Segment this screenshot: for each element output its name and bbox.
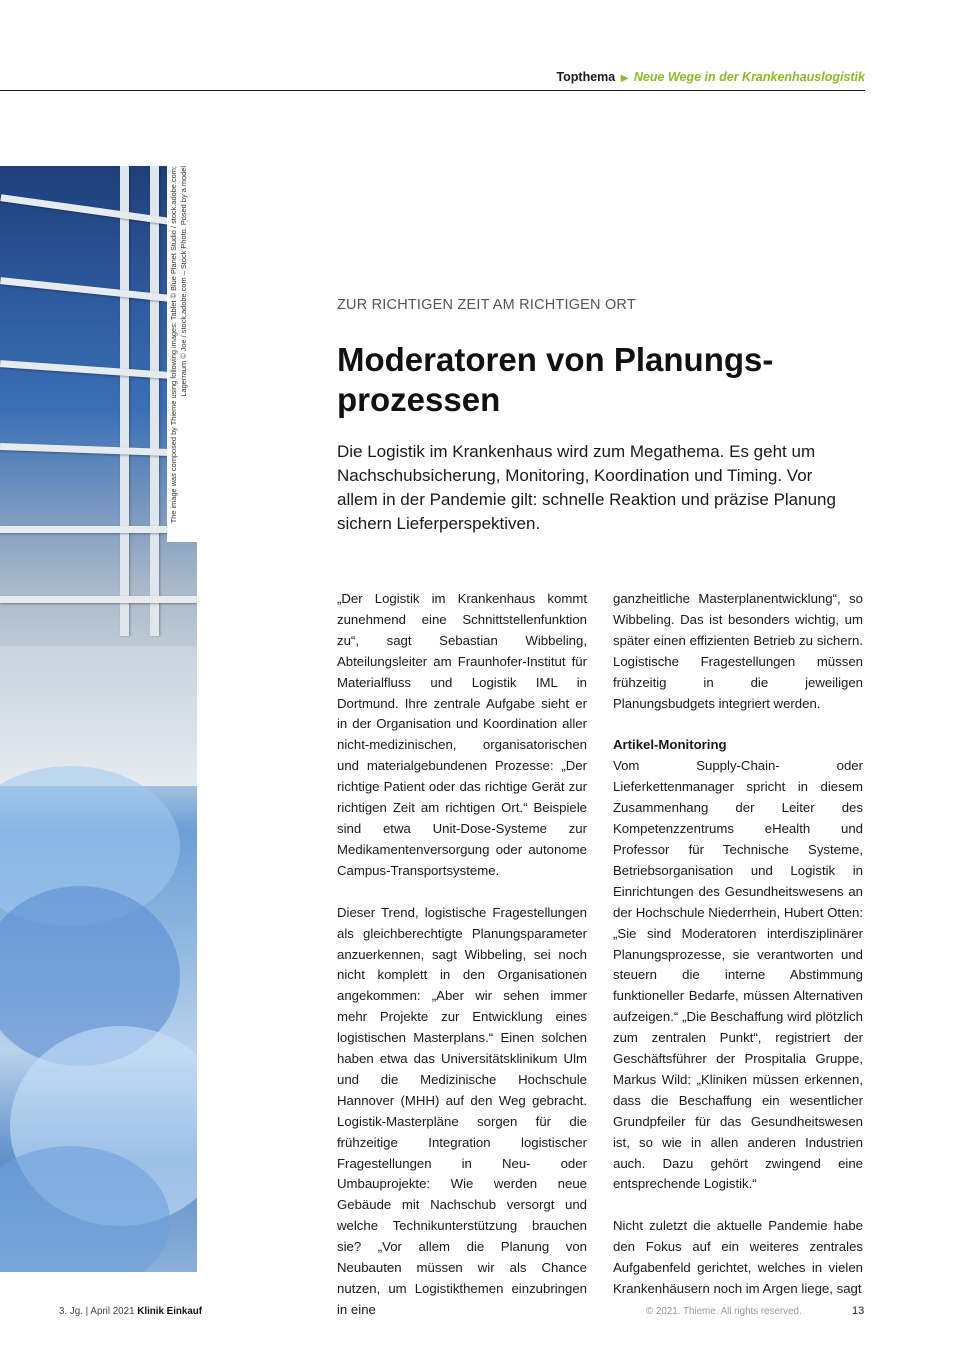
paragraph-gap: [613, 1195, 863, 1216]
photo-credit-text: The image was composed by Thieme using following images: Tablet © Blue Planet Studio / stock.adobe.com; Lagerraum © Joe / stock.adobe.com – Stock Photo. Posed by a model: [169, 166, 188, 524]
text-column-left: [337, 589, 587, 1321]
paragraph: Nicht zuletzt die aktuelle Pandemie habe den Fokus auf ein weiteres zentrales Aufgabenfeld gerichtet, welches in vielen Krankenhäusern noch im Argen liege, sagt: [613, 1218, 863, 1297]
shelf-bar: [0, 360, 170, 379]
shelf-post: [120, 166, 129, 636]
paragraph: Vom Supply-Chain- oder Lieferkettenmanager spricht in diesem Zusammenhang der Leiter des Kompetenzzentrums eHealth und Professor für Technische Systeme, Betriebsorganisation und Logistik in Einrichtungen des Gesundheitswesens an der Hochschule Niederrhein, Hubert Otten: „Sie sind Moderatoren interdisziplinärer Planungsprozesse, sie verantworten und steuern die interne Abstimmung funktioneller Bedarfe, müssen Alternativen aufzeigen.“ „Die Beschaffung wird plötzlich zum zentralen Punkt“, registriert der Geschäftsführer der Prospitalia Gruppe, Markus Wild: „Kliniken müssen erkennen, dass die Beschaffung ein wesentlicher Grundpfeiler für das Gesundheitswesen ist, so wie in allen anderen Industrien auch. Dazu gehört zwingend eine entsprechende Logistik.“: [613, 758, 863, 1192]
paragraph-gap: [337, 882, 587, 903]
header-arrow-icon: ▶: [620, 73, 629, 84]
header-section: Topthema: [556, 70, 616, 84]
subheading: Artikel-Monitoring: [613, 737, 727, 753]
photo-credit: [167, 166, 197, 542]
header-line: [0, 68, 865, 88]
paragraph: Dieser Trend, logistische Fragestellungen als gleichberechtigte Planungsparameter anzuerkennen, sagt Wibbeling, sei noch nicht komplett in den Organisationen angekommen: „Aber wir sehen immer mehr Projekte zur Entwicklung eines logistischen Masterplans.“ Einen solchen haben etwa das Universitätsklinikum Ulm und die Medizinische Hochschule Hannover (MHH) auf den Weg gebracht. Logistik-Masterpläne sorgen für die frühzeitige Integration logistischer Fragestellungen in Neu- oder Umbauprojekte: Wie werden neue Gebäude mit Nachschub versorgt und welche Technikunterstützung brauchen sie? „Vor allem die Planung von Neubauten müssen wir als Chance nutzen, um Logistikthemen einzubringen in eine: [337, 904, 587, 1317]
kicker: ZUR RICHTIGEN ZEIT AM RICHTIGEN ORT: [337, 297, 636, 313]
footer-copyright: © 2021. Thieme. All rights reserved.: [646, 1306, 802, 1317]
footer-publication: Klinik Einkauf: [137, 1306, 203, 1317]
shelf-bar: [0, 526, 170, 533]
page-number: 13: [852, 1305, 865, 1317]
shelf-bar: [0, 194, 169, 225]
shelf-post: [150, 166, 159, 636]
floor: [0, 646, 197, 786]
paragraph: „Der Logistik im Krankenhaus kommt zunehmend eine Schnittstellenfunktion zu“, sagt Sebastian Wibbeling, Abteilungsleiter am Fraunhofer-Institut für Materialfluss und Logistik IML in Dortmund. Ihre zentrale Aufgabe sieht er in der Organisation und Koordination aller nicht-medizinischen, organisatorischen und materialgebundenen Prozesse: „Der richtige Patient oder das richtige Gerät zur richtigen Zeit am richtigen Ort.“ Beispiele sind etwa Unit-Dose-Systeme zur Medikamentenversorgung oder autonome Campus-Transportsysteme.: [337, 591, 587, 878]
shelf-bar: [0, 277, 170, 302]
article-title: Moderatoren von Planungs-prozessen: [337, 341, 774, 418]
article-lead: Die Logistik im Krankenhaus wird zum Megathema. Es geht um Nachschubsicherung, Monitoring, Koordination und Timing. Vor allem in der Pandemie gilt: schnelle Reaktion und präzise Planung sichern Lieferperspektiven.: [337, 442, 836, 533]
text-column-right: [613, 589, 863, 1300]
paragraph-gap: [613, 714, 863, 735]
page-footer: [0, 1306, 955, 1322]
header-topic: Neue Wege in der Krankenhauslogistik: [633, 70, 865, 84]
shelf-bar: [0, 443, 170, 456]
footer-issue: 3. Jg. | April 2021: [59, 1306, 135, 1317]
running-header: [0, 68, 865, 91]
shelf-bar: [0, 596, 197, 603]
paragraph: ganzheitliche Masterplanentwicklung“, so Wibbeling. Das ist besonders wichtig, um später einen effizienten Betrieb zu sichern. Logistische Fragestellungen müssen frühzeitig in die jeweiligen Planungsbudgets integriert werden.: [613, 591, 863, 711]
footer-issue-line: [59, 1306, 202, 1317]
